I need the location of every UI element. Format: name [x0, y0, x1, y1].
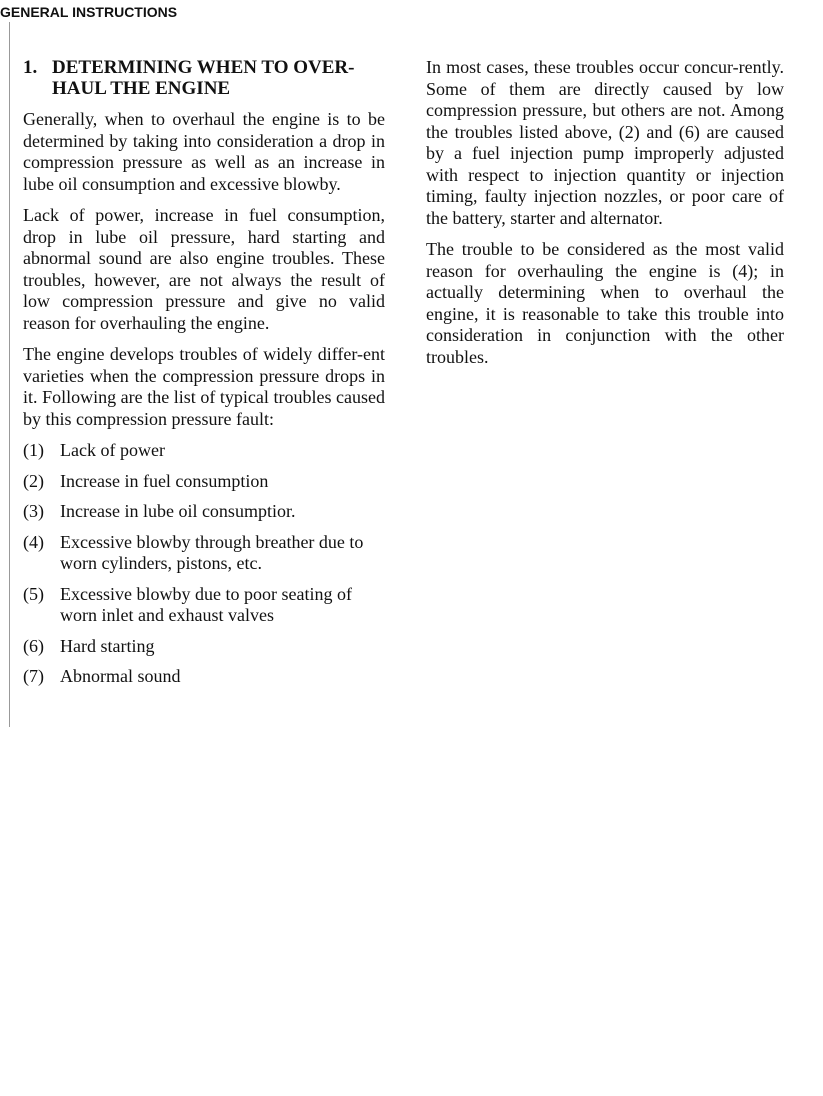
list-item-number: (4): [23, 531, 44, 552]
list-item-text: Excessive blowby due to poor seating of worn inlet and exhaust valves: [60, 583, 352, 625]
list-item-text: Increase in lube oil consumptior.: [60, 501, 296, 521]
list-item-number: (3): [23, 501, 44, 521]
list-item-text: Excessive blowby through breather due to worn cylinders, pistons, etc.: [60, 531, 364, 573]
list-item: [23, 471, 385, 493]
list-item: [23, 440, 385, 462]
list-item-number: (2): [23, 470, 44, 491]
paragraph-3: The engine develops troubles of widely differ-ent varieties when the compression pressure drops in it. Following are the list of typical troubles caused by this compression pressure fault:: [23, 344, 385, 429]
section-number: 1.: [23, 57, 38, 78]
list-item: [23, 666, 385, 688]
list-item-number: (6): [23, 635, 44, 656]
paragraph-4: In most cases, these troubles occur concur-rently. Some of them are directly caused by low compression pressure, but others are not. Among the troubles listed above, (2) and (6) are caused by a fuel injection pump improperly adjusted with respect to injection quantity or injection timing, faulty injection nozzles, or poor care of the battery, starter and alternator.: [426, 57, 784, 228]
right-column: [426, 57, 784, 378]
page-margin-rule: [9, 22, 10, 727]
list-item: [23, 501, 385, 523]
list-item-number: (5): [23, 583, 44, 604]
list-item-number: (1): [23, 440, 44, 460]
section-heading: [23, 57, 385, 99]
list-item: [23, 532, 385, 575]
section-title: DETERMINING WHEN TO OVER-HAUL THE ENGINE: [52, 57, 355, 99]
list-item: [23, 636, 385, 658]
list-item-number: (7): [23, 666, 44, 686]
list-item-text: Hard starting: [60, 635, 155, 656]
list-item: [23, 584, 385, 627]
trouble-list: [23, 440, 385, 688]
list-item-text: Increase in fuel consumption: [60, 470, 269, 491]
section-header: GENERAL INSTRUCTIONS: [0, 4, 178, 20]
paragraph-5: The trouble to be considered as the most valid reason for overhauling the engine is (4); in actually determining when to overhaul the engine, it is reasonable to take this trouble into consideration in conjunction with the other troubles.: [426, 239, 784, 367]
paragraph-1: Generally, when to overhaul the engine is to be determined by taking into consideration a drop in compression pressure as well as an increase in lube oil consumption and excessive blowby.: [23, 109, 385, 194]
left-column: [23, 57, 385, 697]
list-item-text: Abnormal sound: [60, 666, 181, 686]
paragraph-2: Lack of power, increase in fuel consumption, drop in lube oil pressure, hard starting and abnormal sound are also engine troubles. These troubles, however, are not always the result of low compression pressure and give no valid reason for overhauling the engine.: [23, 205, 385, 333]
list-item-text: Lack of power: [60, 440, 165, 460]
